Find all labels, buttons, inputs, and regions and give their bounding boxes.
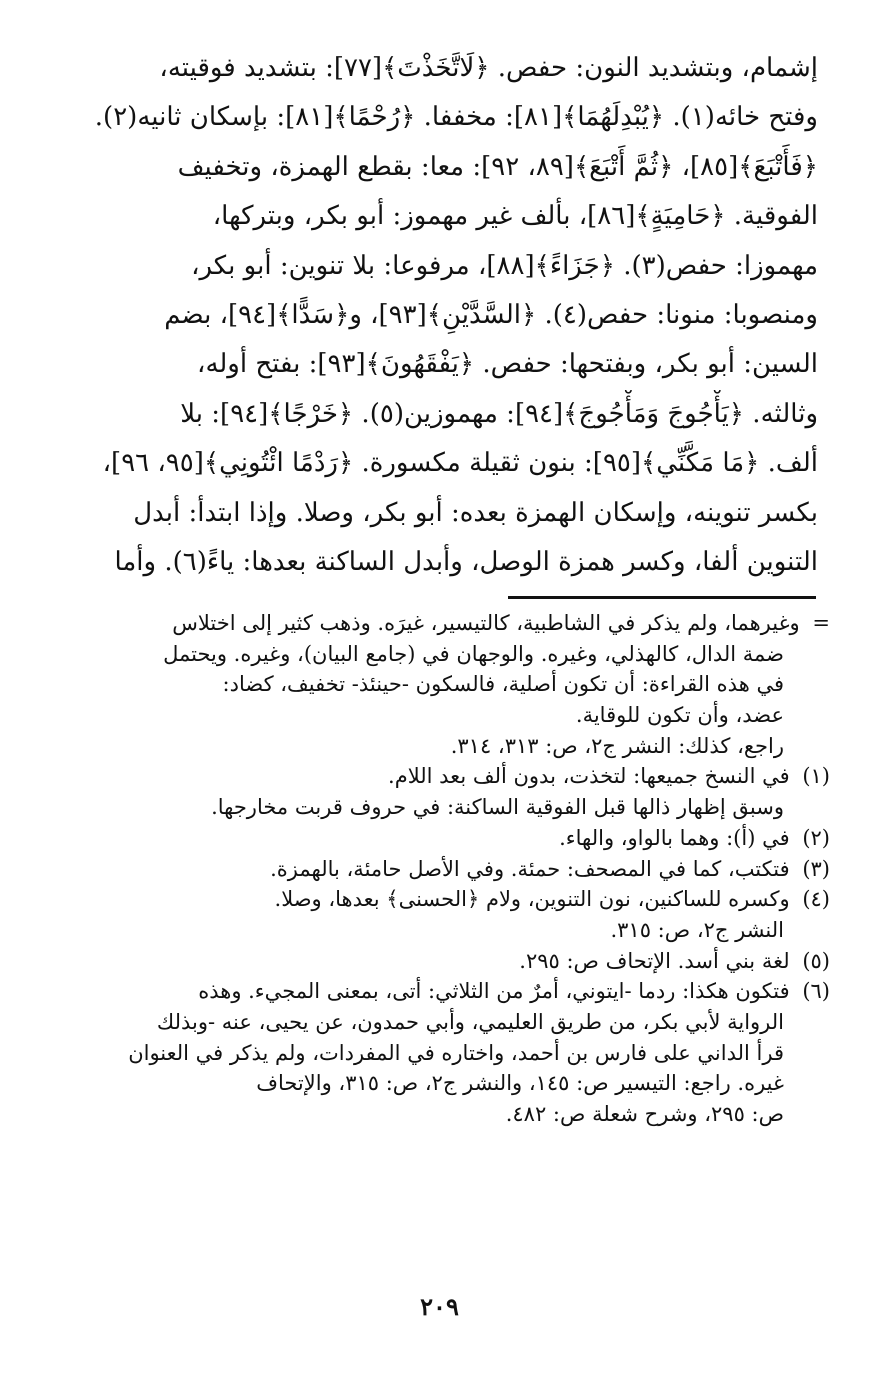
footnote-line: قرأ الداني على فارس بن أحمد، واختاره في المفردات، ولم يذكر في العنوان bbox=[128, 1040, 784, 1065]
footnote-line: ضمة الدال، كالهذلي، وغيره. والوجهان في (جامع البيان)، وغيره. ويحتمل bbox=[163, 641, 784, 666]
footnote-line: عضد، وأن تكون للوقاية. bbox=[575, 703, 784, 728]
footnote-2 bbox=[70, 823, 830, 854]
main-line: السين: أبو بكر، وبفتحها: حفص. ﴿يَفْقَهُونَ﴾[٩٣]: بفتح أوله، bbox=[197, 349, 818, 380]
footnote-number: (٥) bbox=[802, 948, 830, 973]
main-line: ﴿فَأَتْبَعَ﴾[٨٥]، ﴿ثُمَّ أَتْبَعَ﴾[٨٩، ٩٢]: معا: بقطع الهمزة، وتخفيف bbox=[177, 151, 818, 182]
footnote-1 bbox=[70, 761, 830, 792]
footnote-5 bbox=[70, 946, 830, 977]
footnote-number: (٢) bbox=[802, 825, 830, 850]
footnote-number: (١) bbox=[802, 764, 830, 789]
footnote-line: وكسره للساكنين، نون التنوين، ولام ﴿الحسنى﴾ بعدها، وصلا. bbox=[274, 887, 790, 912]
main-line: التنوين ألفا، وكسر همزة الوصل، وأبدل الساكنة بعدها: ياءً(٦). وأما bbox=[114, 546, 818, 577]
footnote-line: غيره. راجع: التيسير ص: ١٤٥، والنشر ج٢، ص: ٣١٥، والإتحاف bbox=[256, 1071, 784, 1096]
footnote-line: في النسخ جميعها: لتخذت، بدون ألف بعد اللام. bbox=[388, 764, 790, 789]
footnote-separator bbox=[508, 596, 816, 599]
footnote-line: في هذه القراءة: أن تكون أصلية، فالسكون -حينئذ- تخفيف، كضاد: bbox=[222, 672, 784, 697]
footnote-4 bbox=[70, 884, 830, 915]
footnote-number: (٦) bbox=[802, 979, 830, 1004]
footnote-line: وغيرهما، ولم يذكر في الشاطبية، كالتيسير، غيرَه. وذهب كثير إلى اختلاس bbox=[172, 611, 800, 635]
main-text bbox=[70, 44, 818, 587]
main-line: بكسر تنوينه، وإسكان الهمزة بعده: أبو بكر، وصلا. وإذا ابتدأ: أبدل bbox=[133, 497, 818, 528]
footnote-6 bbox=[70, 976, 830, 1007]
footnote-line: الرواية لأبي بكر، من طريق العليمي، وأبي حمدون، عن يحيى، عنه -وبذلك bbox=[156, 1009, 784, 1034]
main-line: وثالثه. ﴿يَأْجُوجَ وَمَأْجُوجَ﴾[٩٤]: مهموزين(٥). ﴿خَرْجًا﴾[٩٤]: بلا bbox=[180, 398, 818, 429]
footnote-number: (٣) bbox=[802, 856, 830, 881]
footnotes bbox=[70, 608, 830, 1130]
main-line: مهموزا: حفص(٣). ﴿جَزَاءً﴾[٨٨]، مرفوعا: بلا تنوين: أبو بكر، bbox=[191, 250, 818, 281]
footnote-line: فتكون هكذا: ردما -ايتوني، أمرٌ من الثلاثي: أتى، بمعنى المجيء. وهذه bbox=[198, 979, 790, 1004]
footnote-line: فتكتب، كما في المصحف: حمئة. وفي الأصل حامئة، بالهمزة. bbox=[270, 856, 790, 881]
footnote-continuation bbox=[70, 608, 830, 639]
footnote-line: وسبق إظهار ذالها قبل الفوقية الساكنة: في حروف قربت مخارجها. bbox=[211, 795, 784, 820]
main-line: ومنصوبا: منونا: حفص(٤). ﴿السَّدَّيْنِ﴾[٩٣]، و﴿سَدًّا﴾[٩٤]، بضم bbox=[164, 299, 818, 330]
main-line: الفوقية. ﴿حَامِيَةٍ﴾[٨٦]، بألف غير مهموز: أبو بكر، وبتركها، bbox=[212, 201, 818, 232]
footnote-line: ص: ٢٩٥، وشرح شعلة ص: ٤٨٢. bbox=[505, 1102, 784, 1126]
main-line: ألف. ﴿مَا مَكَّنِّي﴾[٩٥]: بنون ثقيلة مكسورة. ﴿رَدْمًا ائْتُونِي﴾[٩٥، ٩٦]، bbox=[102, 448, 818, 479]
footnote-line: في (أ): وهما بالواو، والهاء. bbox=[559, 825, 790, 850]
page-number: ٢٠٩ bbox=[420, 1292, 459, 1321]
footnote-line: لغة بني أسد. الإتحاف ص: ٢٩٥. bbox=[519, 948, 790, 973]
footnote-number: (٤) bbox=[802, 887, 830, 912]
continuation-marker: = bbox=[812, 611, 830, 635]
footnote-3 bbox=[70, 854, 830, 885]
main-line: وفتح خائه(١). ﴿يُبْدِلَهُمَا﴾[٨١]: مخففا. ﴿رُحْمًا﴾[٨١]: بإسكان ثانيه(٢). bbox=[94, 102, 818, 133]
footnote-line: النشر ج٢، ص: ٣١٥. bbox=[610, 917, 784, 942]
footnote-reference: راجع، كذلك: النشر ج٢، ص: ٣١٣، ٣١٤. bbox=[450, 733, 784, 758]
main-line: إشمام، وبتشديد النون: حفص. ﴿لَاتَّخَذْتَ﴾[٧٧]: بتشديد فوقيته، bbox=[159, 53, 818, 83]
